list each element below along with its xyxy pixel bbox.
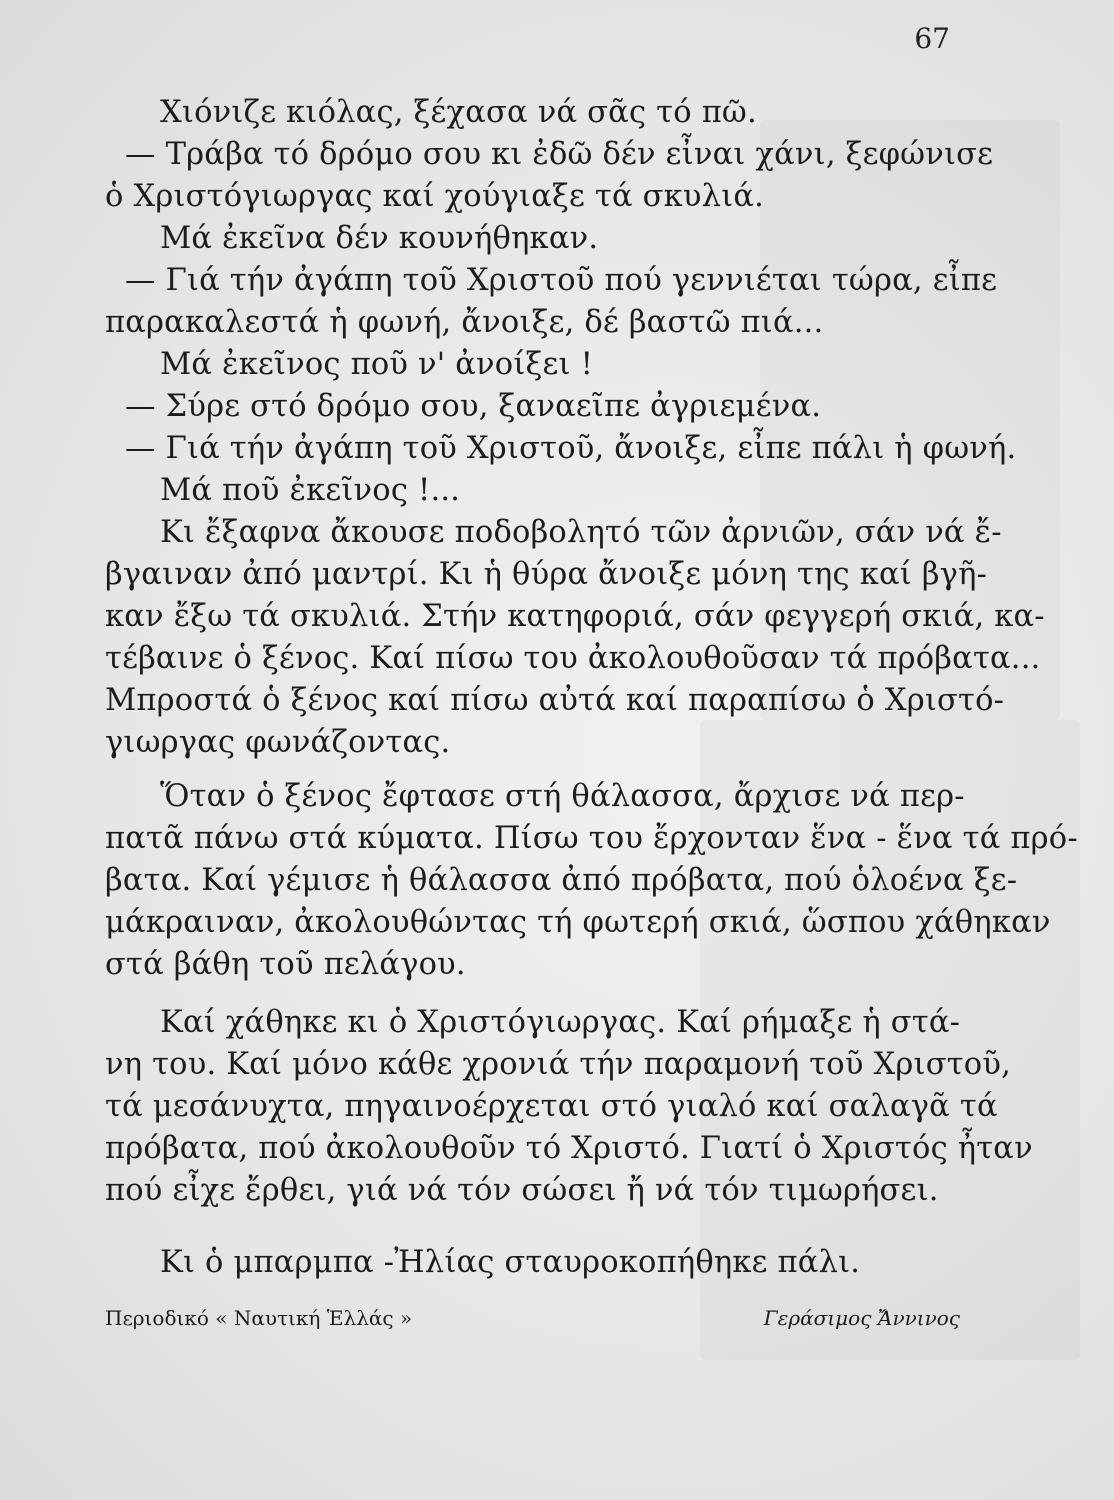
text-line: παρακαλεστά ἡ φωνή, ἄνοιξε, δέ βαστῶ πιά... <box>105 305 824 340</box>
text-line: — Γιά τήν ἀγάπη τοῦ Χριστοῦ πού γεννιέται τώρα, εἶπε <box>125 263 998 298</box>
text-line: Ὅταν ὁ ξένος ἔφτασε στή θάλασσα, ἄρχισε νά περ- <box>160 779 965 814</box>
text-line: γιωργας φωνάζοντας. <box>105 725 451 760</box>
page-number: 67 <box>914 22 950 55</box>
text-line: Μά ἐκεῖνος ποῦ ν' ἀνοίξει ! <box>160 347 594 382</box>
body-text <box>105 92 1078 1284</box>
text-line: — Τράβα τό δρόμο σου κι ἐδῶ δέν εἶναι χάνι, ξεφώνισε <box>125 137 994 172</box>
text-line: βγαιναν ἀπό μαντρί. Κι ἡ θύρα ἄνοιξε μόνη της καί βγῆ- <box>105 557 988 592</box>
text-line: Μά ἐκεῖνα δέν κουνήθηκαν. <box>160 221 599 256</box>
author-name: Γεράσιμος Ἄννινος <box>763 1306 960 1330</box>
text-line: βατα. Καί γέμισε ἡ θάλασσα ἀπό πρόβατα, πού ὁλοένα ξε- <box>105 863 1018 898</box>
text-line: Μπροστά ὁ ξένος καί πίσω αὐτά καί παραπίσω ὁ Χριστό- <box>105 683 1005 718</box>
text-line: καν ἔξω τά σκυλιά. Στήν κατηφοριά, σάν φεγγερή σκιά, κα- <box>105 599 1045 634</box>
text-line: — Γιά τήν ἀγάπη τοῦ Χριστοῦ, ἄνοιξε, εἶπε πάλι ἡ φωνή. <box>125 431 1017 466</box>
text-line: Κι ἔξαφνα ἄκουσε ποδοβολητό τῶν ἀρνιῶν, σάν νά ἔ- <box>160 515 1002 550</box>
footer-credit <box>105 1306 960 1336</box>
source-citation: Περιοδικό « Ναυτική Ἑλλάς » <box>105 1306 413 1330</box>
text-line: μάκραιναν, ἀκολουθώντας τή φωτερή σκιά, ὥσπου χάθηκαν <box>105 905 1051 940</box>
text-line: νη του. Καί μόνο κάθε χρονιά τήν παραμονή τοῦ Χριστοῦ, <box>105 1047 1011 1082</box>
text-line: τά μεσάνυχτα, πηγαινοέρχεται στό γιαλό καί σαλαγᾶ τά <box>105 1089 998 1124</box>
text-line: Κι ὁ μπαρμπα -Ἠλίας σταυροκοπήθηκε πάλι. <box>160 1245 861 1280</box>
text-line: τέβαινε ὁ ξένος. Καί πίσω του ἀκολουθοῦσαν τά πρόβατα... <box>105 641 1041 676</box>
text-line: — Σύρε στό δρόμο σου, ξαναεῖπε ἀγριεμένα. <box>125 389 822 424</box>
text-line: Καί χάθηκε κι ὁ Χριστόγιωργας. Καί ρήμαξε ἡ στά- <box>160 1005 961 1040</box>
text-line: ὁ Χριστόγιωργας καί χούγιαξε τά σκυλιά. <box>105 179 765 214</box>
text-line: πρόβατα, πού ἀκολουθοῦν τό Χριστό. Γιατί ὁ Χριστός ἦταν <box>105 1131 1033 1166</box>
text-line: στά βάθη τοῦ πελάγου. <box>105 947 466 982</box>
text-line: πού εἶχε ἔρθει, γιά νά τόν σώσει ἤ νά τόν τιμωρήσει. <box>105 1173 939 1208</box>
text-line: Χιόνιζε κιόλας, ξέχασα νά σᾶς τό πῶ. <box>160 95 757 130</box>
text-line: Μά ποῦ ἐκεῖνος !... <box>160 473 461 508</box>
text-line: πατᾶ πάνω στά κύματα. Πίσω του ἔρχονταν ἕνα - ἕνα τά πρό- <box>105 821 1078 856</box>
